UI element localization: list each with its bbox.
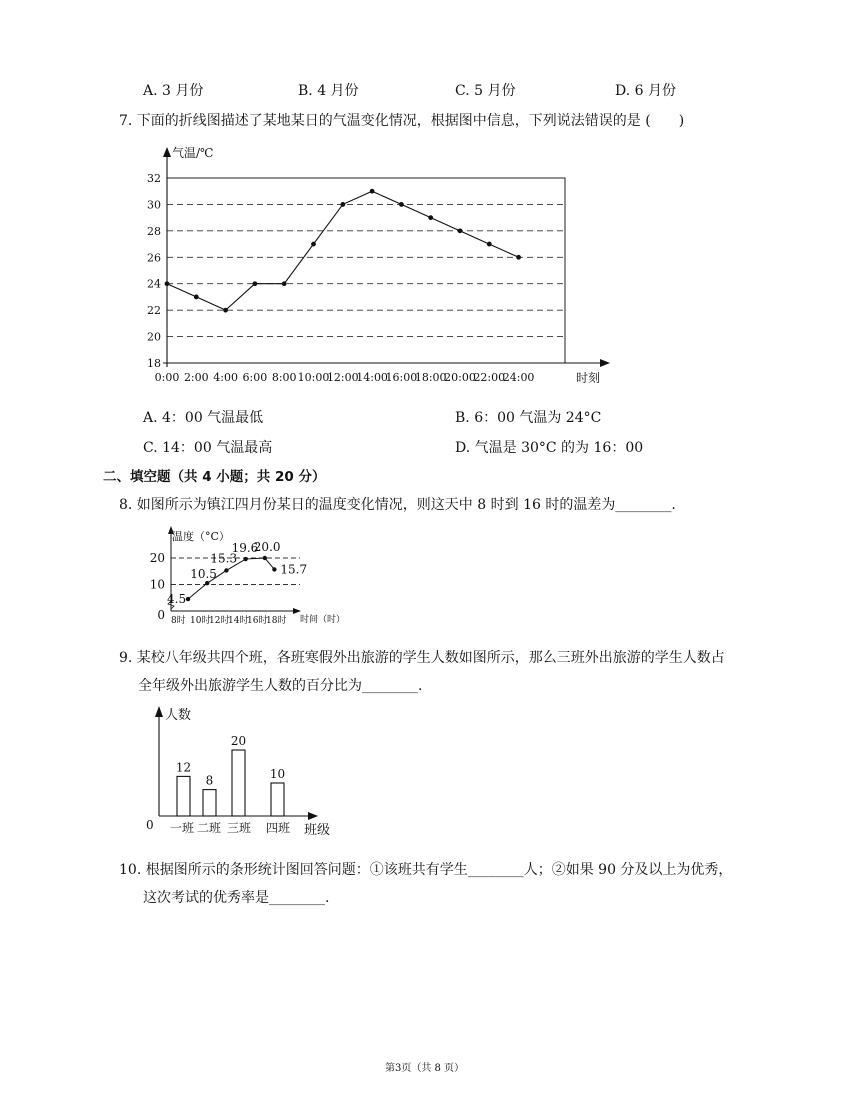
q7-x-tick-label: 0:00 <box>154 371 180 384</box>
q9-stem-line2: 全年级外出旅游学生人数的百分比为________. <box>138 678 423 694</box>
q9-x-tick-label: 二班 <box>196 821 222 835</box>
q7-x-tick-label: 22:00 <box>473 371 506 384</box>
q8-stem: 8. 如图所示为镇江四月份某日的温度变化情况，则这天中 8 时到 16 时的温差为________. <box>119 497 676 513</box>
q7-x-tick-label: 10:00 <box>297 371 330 384</box>
q8-x-tick-label: 18时 <box>266 616 287 626</box>
q6-option-c: C. 5 月份 <box>455 83 516 99</box>
q9-bar <box>177 776 190 816</box>
q8-y-tick-labels <box>150 551 165 622</box>
q7-x-tick-label: 24:00 <box>502 371 535 384</box>
q8-x-tick-labels <box>171 614 286 626</box>
q7-y-tick-label: 30 <box>147 198 161 212</box>
q9-bar-value-label: 20 <box>230 734 247 748</box>
q7-y-axis-label: 气温/℃ <box>172 146 214 160</box>
q7-x-tick-label: 2:00 <box>183 371 209 384</box>
q7-x-tick-label: 16:00 <box>385 371 418 384</box>
q7-data-point <box>194 295 199 300</box>
q8-y-tick-label: 0 <box>157 608 165 622</box>
q7-option-d: D. 气温是 30°C 的为 16：00 <box>455 440 644 456</box>
q8-data-label: 19.6 <box>231 541 259 556</box>
q7-x-tick-label: 14:00 <box>356 371 388 384</box>
q8-x-tick-label: 8时 <box>171 616 186 626</box>
q7-data-point <box>223 308 228 313</box>
page-footer: 第3页（共 8 页） <box>385 1063 465 1074</box>
q7-x-tick-label: 8:00 <box>271 371 297 384</box>
q7-option-a: A. 4：00 气温最低 <box>143 410 264 426</box>
q7-y-tick-label: 22 <box>147 304 161 318</box>
q8-x-tick-label: 12时 <box>209 616 230 626</box>
q8-data-point <box>186 597 190 601</box>
q9-x-tick-label: 三班 <box>226 821 252 835</box>
q7-y-tick-label: 32 <box>147 172 161 185</box>
q9-bar-value-label: 10 <box>269 767 286 781</box>
q8-temperature-line-chart <box>145 522 360 632</box>
q9-bar-value-label: 12 <box>175 760 192 775</box>
q8-data-label: 4.5 <box>167 592 187 607</box>
section-title-fill-in: 二、填空题（共 4 小题；共 20 分） <box>103 469 326 485</box>
q7-data-point <box>399 202 404 207</box>
q8-y-tick-label: 10 <box>149 577 165 592</box>
q9-bar-value-label: 8 <box>205 773 214 788</box>
q8-x-tick-label: 16时 <box>247 616 268 626</box>
q9-origin-label: 0 <box>146 818 154 832</box>
q7-data-point <box>516 255 521 260</box>
q7-x-axis-label: 时刻 <box>576 371 601 385</box>
q7-plot-frame <box>167 178 565 363</box>
q6-option-b: B. 4 月份 <box>298 83 359 99</box>
q9-bars <box>176 734 285 816</box>
q8-data-point <box>272 567 276 571</box>
q9-x-tick-labels <box>170 820 290 835</box>
q8-data-label: 15.3 <box>210 551 238 566</box>
q7-x-tick-label: 6:00 <box>242 371 268 384</box>
q8-data-point <box>205 581 209 585</box>
q7-data-point <box>458 228 463 233</box>
q7-temperature-line-chart <box>140 140 620 390</box>
q7-y-tick-label: 26 <box>147 251 161 265</box>
q9-bar <box>232 750 245 816</box>
q6-option-a: A. 3 月份 <box>143 83 204 99</box>
q8-data-label: 10.5 <box>190 567 217 582</box>
q7-option-b: B. 6：00 气温为 24°C <box>455 410 602 426</box>
q9-bar <box>271 783 284 816</box>
q7-x-tick-label: 18:00 <box>414 371 447 384</box>
q7-y-axis-arrow <box>163 147 171 157</box>
q7-x-tick-label: 4:00 <box>213 371 238 384</box>
q7-data-point <box>487 242 492 247</box>
q7-y-tick-label: 24 <box>147 277 161 291</box>
q9-x-tick-label: 一班 <box>169 821 195 835</box>
q9-y-axis-arrow <box>155 706 163 717</box>
q9-stem-line1: 9. 某校八年级共四个班，各班寒假外出旅游的学生人数如图所示，那么三班外出旅游的学生人数占 <box>119 650 725 666</box>
q7-option-c: C. 14：00 气温最高 <box>143 440 273 456</box>
q8-data-point <box>263 556 267 560</box>
q8-x-axis-arrow <box>293 608 301 614</box>
q7-temperature-line <box>167 191 519 310</box>
q7-data-point <box>370 189 375 194</box>
q8-x-tick-label: 10时 <box>190 616 211 626</box>
q7-y-tick-label: 20 <box>147 330 161 344</box>
q7-y-tick-label: 28 <box>147 224 161 238</box>
q8-y-axis-label: 温度（°C） <box>172 530 230 543</box>
q9-x-axis-label: 班级 <box>304 823 331 838</box>
q8-y-tick-label: 20 <box>149 551 165 565</box>
q9-y-axis-label: 人数 <box>165 708 192 723</box>
q6-option-d: D. 6 月份 <box>615 83 676 99</box>
q7-stem: 7. 下面的折线图描述了某地某日的气温变化情况，根据图中信息，下列说法错误的是 ( ) <box>119 113 685 129</box>
q9-bar <box>203 790 216 816</box>
q8-data-point <box>224 568 228 572</box>
q9-bar-chart <box>140 700 340 840</box>
q7-y-tick-labels <box>147 172 161 370</box>
q8-data-label: 20.0 <box>253 540 281 554</box>
q8-data-label: 15.7 <box>280 562 308 577</box>
q7-data-point <box>253 281 258 286</box>
q9-x-axis-arrow <box>308 812 318 820</box>
q7-y-tick-label: 18 <box>147 357 161 370</box>
q8-data-point <box>243 557 247 561</box>
q7-x-tick-labels <box>155 371 535 384</box>
q10-stem-line2: 这次考试的优秀率是________. <box>143 890 330 906</box>
q7-x-axis-arrow <box>600 359 610 367</box>
q7-data-point <box>340 202 345 207</box>
q7-x-tick-label: 20:00 <box>444 371 476 384</box>
q7-data-point <box>282 281 287 286</box>
q8-series <box>167 540 307 606</box>
q7-x-tick-label: 12:00 <box>326 371 359 384</box>
q7-data-point <box>165 281 170 286</box>
q7-data-point <box>428 215 433 220</box>
q9-x-tick-label: 四班 <box>265 821 291 835</box>
q8-x-axis-label: 时间（时） <box>300 615 346 625</box>
q10-stem-line1: 10. 根据图所示的条形统计图回答问题：①该班共有学生________人；②如果 90 分及以上为优秀， <box>119 862 733 878</box>
q8-x-tick-label: 14时 <box>228 616 249 626</box>
q7-data-point <box>311 242 316 247</box>
q7-series <box>165 189 521 313</box>
q7-grid <box>167 204 565 336</box>
